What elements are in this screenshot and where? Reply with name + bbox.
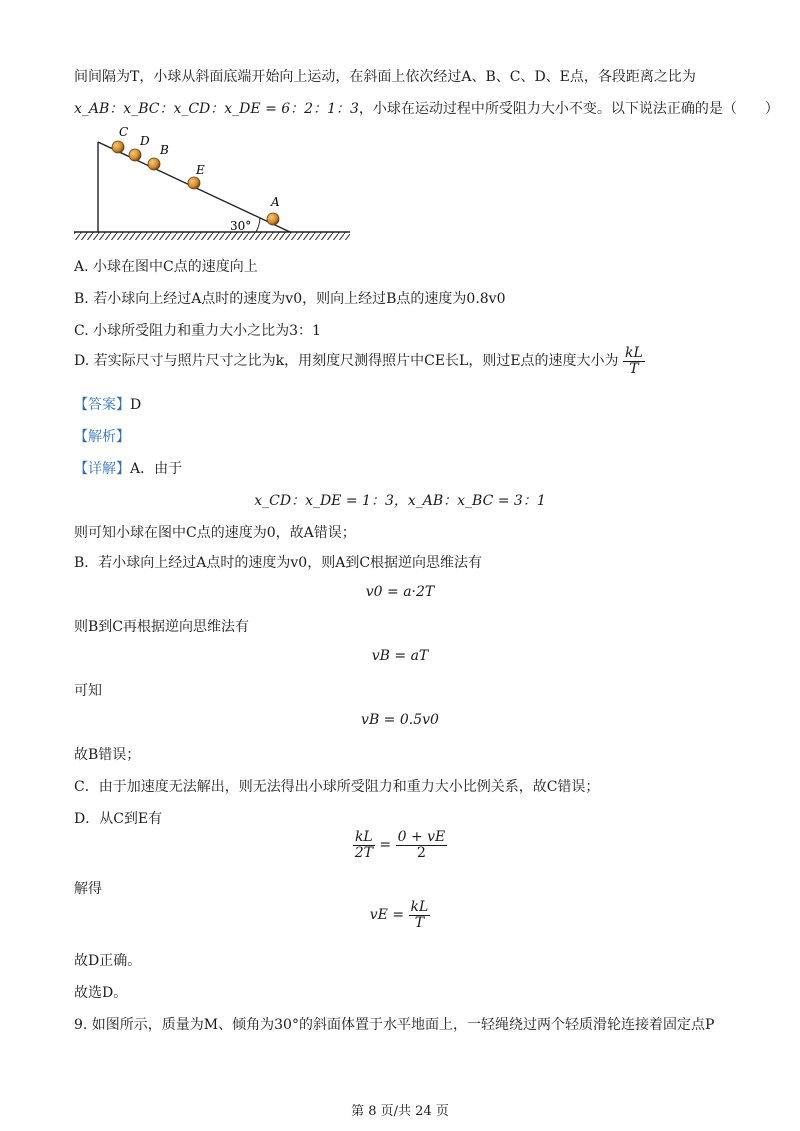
detail-kezhi: 可知 <box>74 683 102 699</box>
answer-tag: 【答案】 <box>74 397 130 413</box>
incline-diagram <box>68 122 358 244</box>
question-intro-line2: x_AB：x_BC：x_CD：x_DE = 6：2：1：3，小球在运动过程中所受阻力大小不变。以下说法正确的是（ ） <box>74 101 779 117</box>
answer-line <box>74 394 141 414</box>
detail-line-a: 【详解】A．由于 <box>74 461 183 477</box>
label-c: C <box>119 125 129 139</box>
analysis-tag: 【解析】 <box>74 429 130 445</box>
option-d: D. 若实际尺寸与照片尺寸之比为k，用刻度尺测得照片中CE长L，则过E点的速度大小为 $\frac{kL}{T}$ <box>74 345 643 377</box>
equation-vb-result: vB = 0.5v0 <box>361 712 439 728</box>
ball-b <box>148 158 160 170</box>
option-d-fraction: $\frac{kL}{T}$ <box>625 345 643 377</box>
option-a: A. 小球在图中C点的速度向上 <box>74 259 258 275</box>
label-d: D <box>140 134 150 148</box>
detail-line-c: C．由于加速度无法解出，则无法得出小球所受阻力和重力大小比例关系，故C错误； <box>74 779 600 795</box>
option-c: C. 小球所受阻力和重力大小之比为3：1 <box>74 323 321 339</box>
conclusion-b: 故B错误； <box>74 747 141 763</box>
detail-jiede: 解得 <box>74 881 102 897</box>
equation-ratio: x_CD：x_DE = 1：3，x_AB：x_BC = 3：1 <box>254 493 546 509</box>
angle-arc <box>256 218 260 232</box>
ball-e <box>188 177 200 189</box>
label-a: A <box>271 195 280 209</box>
detail-line-b1: B．若小球向上经过A点时的速度为v0，则A到C根据逆向思维法有 <box>74 555 483 571</box>
equation-ve: vE = $\frac{kL}{T}$ <box>369 899 429 931</box>
ball-a <box>267 213 279 225</box>
ground-hatch <box>74 232 350 240</box>
detail-line-d1: D．从C到E有 <box>74 811 163 827</box>
conclusion-a: 则可知小球在图中C点的速度为0，故A错误； <box>74 525 356 541</box>
page-footer: 第 8 页/共 24 页 <box>351 1104 449 1119</box>
option-b: B. 若小球向上经过A点时的速度为v0，则向上经过B点的速度为0.8v0 <box>74 291 506 307</box>
conclusion-d: 故D正确。 <box>74 953 142 969</box>
final-choice: 故选D。 <box>74 985 128 1001</box>
label-b: B <box>160 143 169 157</box>
detail-tag: 【详解】 <box>74 461 130 477</box>
ball-d <box>129 149 141 161</box>
equation-v0: v0 = a·2T <box>365 584 435 600</box>
angle-label: 30° <box>230 219 252 233</box>
equation-ce-average: $\frac{kL}{2T}$ = $\frac{0 + vE}{2}$ <box>354 829 446 861</box>
question9-intro: 9. 如图所示，质量为M、倾角为30°的斜面体置于水平地面上，一轻绳绕过两个轻质滑轮连接着固定点P <box>74 1017 715 1033</box>
label-e: E <box>196 163 205 177</box>
ball-c <box>112 141 124 153</box>
question-intro-line1: 间间隔为T，小球从斜面底端开始向上运动，在斜面上依次经过A、B、C、D、E点，各段距离之比为 <box>74 69 696 85</box>
detail-line-b2: 则B到C再根据逆向思维法有 <box>74 619 249 635</box>
equation-vb: vB = aT <box>371 648 429 664</box>
answer-value: D <box>130 397 142 413</box>
distance-ratio: x_AB：x_BC：x_CD：x_DE = 6：2：1：3 <box>74 101 359 117</box>
